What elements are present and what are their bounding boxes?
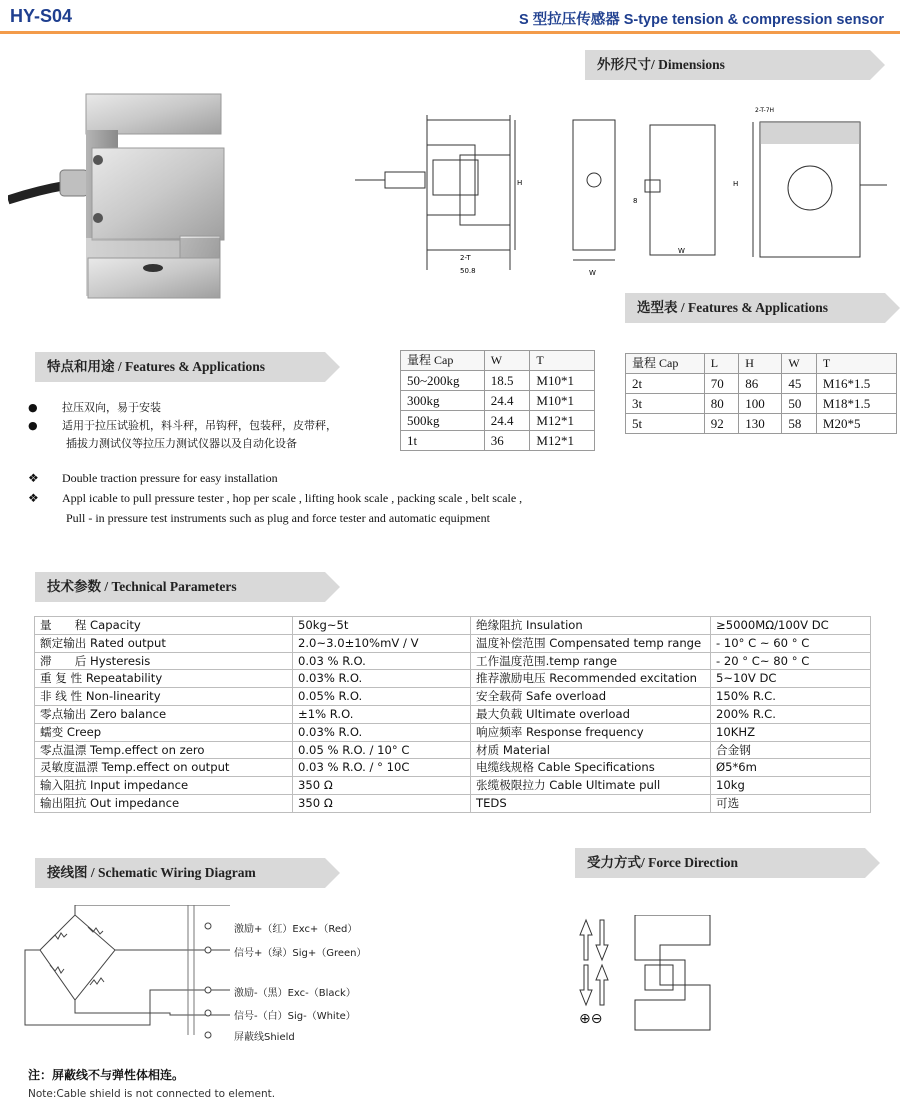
table-cell: 24.4 (484, 411, 530, 431)
large-spec-table (625, 353, 897, 434)
table-cell: 合金钢 (711, 741, 871, 759)
table-cell: 2.0~3.0±10%mV / V (293, 634, 471, 652)
table-cell: Ø5*6m (711, 759, 871, 777)
table-cell: M12*1 (530, 411, 595, 431)
arrow-down-icon (596, 920, 608, 960)
table-cell: 3t (626, 394, 705, 414)
table-row (401, 391, 595, 411)
table-cell: T (816, 354, 896, 374)
table-cell: 50~200kg (401, 371, 485, 391)
table-cell: L (704, 354, 739, 374)
features-tab (35, 352, 340, 382)
table-row (35, 794, 871, 812)
list-item: ❖ Double traction pressure for easy installation (28, 471, 278, 485)
svg-text:H: H (517, 179, 523, 187)
selection-tab-label: 选型表 / Features & Applications (637, 300, 829, 315)
features-en-list (28, 468, 522, 528)
table-cell: M10*1 (530, 391, 595, 411)
technical-tab (35, 572, 340, 602)
table-cell: 45 (782, 374, 817, 394)
table-cell: 5t (626, 414, 705, 434)
table-row (626, 414, 897, 434)
table-cell: W (782, 354, 817, 374)
table-cell: 10KHZ (711, 723, 871, 741)
table-row (35, 670, 871, 688)
svg-text:8: 8 (633, 197, 638, 205)
table-cell: 蠕变 Creep (35, 723, 293, 741)
table-cell: 58 (782, 414, 817, 434)
table-cell: 0.05 % R.O. / 10° C (293, 741, 471, 759)
table-cell: 零点温漂 Temp.effect on zero (35, 741, 293, 759)
table-cell: - 10° C ~ 60 ° C (711, 634, 871, 652)
table-cell: M10*1 (530, 371, 595, 391)
force-tab (575, 848, 880, 878)
arrow-down-icon (580, 965, 592, 1005)
table-cell: 150% R.C. (711, 688, 871, 706)
parameters-table (34, 616, 871, 813)
table-cell: 1t (401, 431, 485, 451)
table-cell: 2t (626, 374, 705, 394)
table-row (35, 723, 871, 741)
table-row (401, 411, 595, 431)
table-cell: 重 复 性 Repeatability (35, 670, 293, 688)
table-cell: 86 (739, 374, 782, 394)
table-cell: 张缆极限拉力 Cable Ultimate pull (471, 777, 711, 795)
list-item: Pull - in pressure test instruments such as plug and force tester and automatic equipment (66, 511, 490, 525)
table-cell: 灵敏度温漂 Temp.effect on output (35, 759, 293, 777)
table-cell: H (739, 354, 782, 374)
table-cell: 92 (704, 414, 739, 434)
small-spec-table (400, 350, 595, 451)
table-row (35, 759, 871, 777)
note-zh: 注：屏蔽线不与弹性体相连。 (28, 1068, 185, 1082)
table-row (626, 394, 897, 414)
list-item: ● 适用于拉压试验机，料斗秤，吊钩秤，包装秤，皮带秤， (28, 419, 337, 432)
table-cell: ±1% R.O. (293, 705, 471, 723)
table-cell: 500kg (401, 411, 485, 431)
table-row (35, 705, 871, 723)
table-cell: 0.03% R.O. (293, 723, 471, 741)
table-cell: M18*1.5 (816, 394, 896, 414)
wire-exc-plus: 激励+（红）Exc+（Red） (234, 924, 358, 935)
table-cell: 0.03 % R.O. / ° 10C (293, 759, 471, 777)
drawing-large (625, 100, 900, 270)
table-cell: 零点输出 Zero balance (35, 705, 293, 723)
wiring-terminals (198, 918, 218, 1043)
table-cell: 18.5 (484, 371, 530, 391)
force-tab-label: 受力方式/ Force Direction (587, 855, 738, 870)
table-row (401, 431, 595, 451)
product-photo (8, 90, 233, 305)
table-cell: M16*1.5 (816, 374, 896, 394)
table-row (35, 652, 871, 670)
table-cell: M20*5 (816, 414, 896, 434)
page-title: S 型拉压传感器 S-type tension & compression sensor (519, 12, 884, 28)
wiring-tab (35, 858, 340, 888)
svg-text:W: W (678, 247, 685, 255)
wiring-tab-label: 接线图 / Schematic Wiring Diagram (47, 865, 256, 880)
table-cell: 24.4 (484, 391, 530, 411)
table-cell: 量程 Cap (401, 351, 485, 371)
list-item: 插拔力测试仪等拉压力测试仪器以及自动化设备 (66, 437, 297, 450)
table-cell: 0.03% R.O. (293, 670, 471, 688)
list-item: ❖ Appl icable to pull pressure tester , hop per scale , lifting hook scale , packing scale , belt scale , (28, 491, 523, 505)
header-divider (0, 31, 900, 34)
table-cell: 300kg (401, 391, 485, 411)
table-cell: 非 线 性 Non-linearity (35, 688, 293, 706)
features-zh-list (28, 399, 337, 453)
table-cell: 绝缘阻抗 Insulation (471, 617, 711, 635)
selection-tab (625, 293, 900, 323)
table-header-row (401, 351, 595, 371)
table-cell: 材质 Material (471, 741, 711, 759)
table-cell: 50kg~5t (293, 617, 471, 635)
note-en: Note:Cable shield is not connected to element. (28, 1088, 276, 1100)
table-cell: 350 Ω (293, 777, 471, 795)
table-cell: 安全载荷 Safe overload (471, 688, 711, 706)
table-cell: - 20 ° C~ 80 ° C (711, 652, 871, 670)
table-cell: M12*1 (530, 431, 595, 451)
table-row (35, 777, 871, 795)
table-row (35, 688, 871, 706)
table-cell: 可选 (711, 794, 871, 812)
table-cell: 350 Ω (293, 794, 471, 812)
table-row (401, 371, 595, 391)
table-cell: 电缆线规格 Cable Specifications (471, 759, 711, 777)
table-cell: 70 (704, 374, 739, 394)
table-cell: 量 程 Capacity (35, 617, 293, 635)
features-tab-label: 特点和用途 / Features & Applications (47, 359, 266, 374)
wire-shield: 屏蔽线Shield (234, 1032, 295, 1043)
svg-text:W: W (589, 269, 596, 277)
table-row (35, 634, 871, 652)
list-item: ● 拉压双向，易于安装 (28, 401, 161, 414)
arrow-up-icon (596, 965, 608, 1005)
table-cell: 输出阻抗 Out impedance (35, 794, 293, 812)
svg-text:50.8: 50.8 (460, 267, 476, 275)
table-cell: 0.05% R.O. (293, 688, 471, 706)
table-row (35, 741, 871, 759)
table-cell: 额定输出 Rated output (35, 634, 293, 652)
wire-sig-minus: 信号-（白）Sig-（White） (234, 1011, 356, 1022)
table-cell: 10kg (711, 777, 871, 795)
table-cell: W (484, 351, 530, 371)
table-cell: 200% R.C. (711, 705, 871, 723)
table-row (626, 374, 897, 394)
table-cell: 50 (782, 394, 817, 414)
table-cell: 响应频率 Response frequency (471, 723, 711, 741)
drawing-front-small (355, 110, 530, 280)
wire-sig-plus: 信号+（绿）Sig+（Green） (234, 948, 367, 959)
table-header-row (626, 354, 897, 374)
dimensions-tab (585, 50, 885, 80)
polarity-symbols: ⊕⊖ (579, 1011, 603, 1027)
technical-tab-label: 技术参数 / Technical Parameters (47, 579, 237, 594)
model-code: HY-S04 (10, 6, 73, 26)
svg-text:H: H (733, 180, 739, 188)
table-cell: 工作温度范围.temp range (471, 652, 711, 670)
table-cell: 5~10V DC (711, 670, 871, 688)
drawing-side-small (565, 110, 625, 280)
table-cell: 100 (739, 394, 782, 414)
table-cell: 温度补偿范围 Compensated temp range (471, 634, 711, 652)
table-cell: 输入阻抗 Input impedance (35, 777, 293, 795)
table-cell: 130 (739, 414, 782, 434)
svg-text:2-T-7H: 2-T-7H (755, 107, 775, 114)
table-cell: 推荐激励电压 Recommended excitation (471, 670, 711, 688)
table-cell: TEDS (471, 794, 711, 812)
table-cell: 36 (484, 431, 530, 451)
table-cell: 最大负载 Ultimate overload (471, 705, 711, 723)
table-row (35, 617, 871, 635)
arrow-up-icon (580, 920, 592, 960)
table-cell: 滞 后 Hysteresis (35, 652, 293, 670)
table-cell: ≥5000MΩ/100V DC (711, 617, 871, 635)
svg-text:2-T: 2-T (460, 254, 471, 262)
table-cell: 80 (704, 394, 739, 414)
wire-exc-minus: 激励-（黑）Exc-（Black） (234, 988, 356, 999)
table-cell: 0.03 % R.O. (293, 652, 471, 670)
table-cell: T (530, 351, 595, 371)
dimensions-tab-label: 外形尺寸/ Dimensions (597, 57, 725, 72)
table-cell: 量程 Cap (626, 354, 705, 374)
